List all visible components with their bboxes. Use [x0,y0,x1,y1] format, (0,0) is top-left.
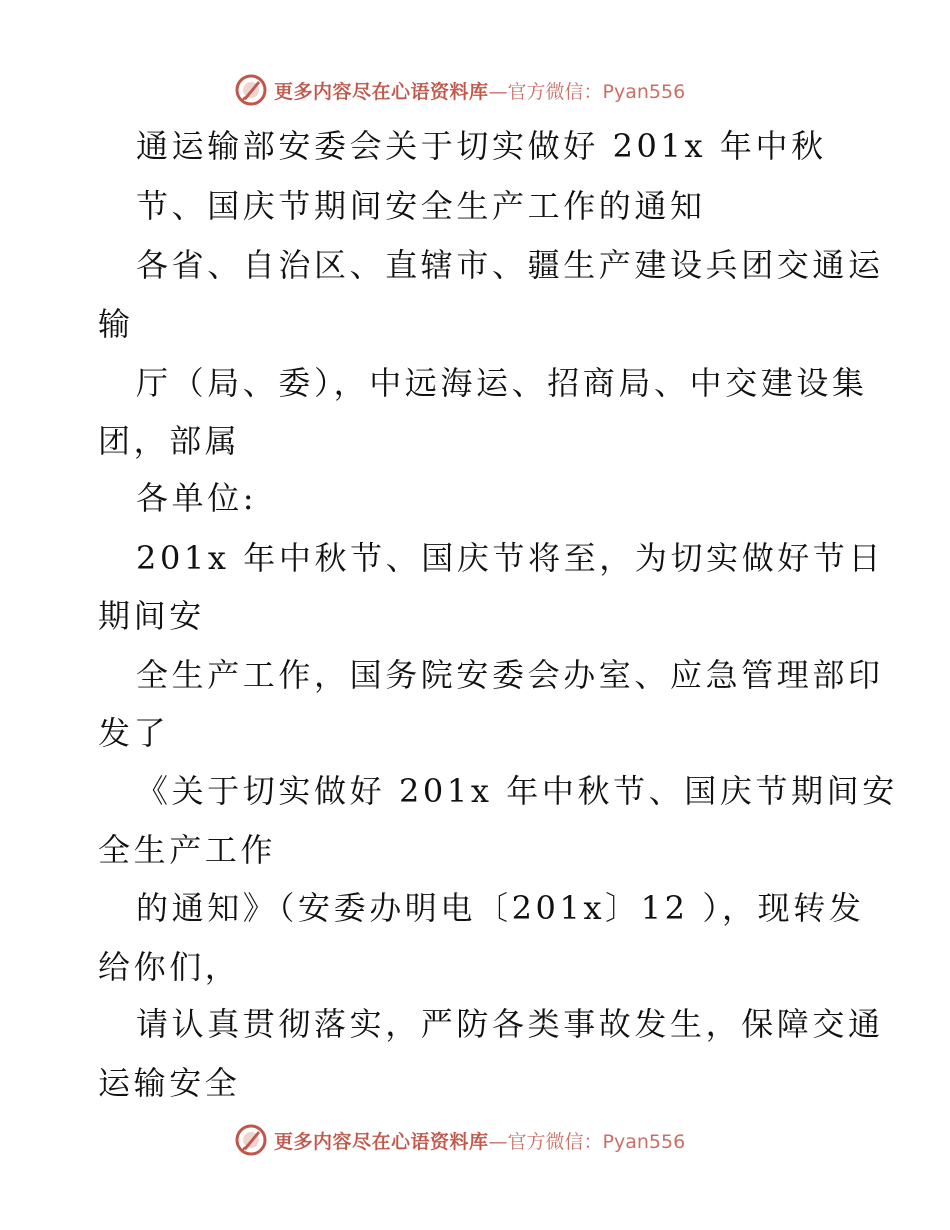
watermark-sub-text: —官方微信：Pyan556 [488,1130,686,1153]
doc-line-6: 团，部属 [98,422,241,460]
doc-line-title-2: 节、国庆节期间安全生产工作的通知 [136,187,706,225]
doc-line-12: 《关于切实做好 201x 年中秋节、国庆节期间安 [136,772,898,810]
doc-line-8: 201x 年中秋节、国庆节将至，为切实做好节日 [136,539,885,577]
doc-line-title-1: 通运输部安委会关于切实做好 201x 年中秋 [136,127,827,165]
doc-line-13: 全生产工作 [98,831,277,869]
quill-logo-icon [234,1123,268,1157]
doc-line-15: 给你们， [98,948,241,986]
header-watermark [234,72,685,108]
footer-watermark [234,1122,685,1158]
doc-line-16: 请认真贯彻落实，严防各类事故发生，保障交通 [136,1005,884,1043]
doc-line-10: 全生产工作，国务院安委会办室、应急管理部印 [136,656,884,694]
doc-line-14: 的通知》（安委办明电〔201x〕12 ），现转发 [136,889,865,927]
doc-line-7: 各单位: [136,479,258,517]
doc-line-11: 发了 [98,714,170,752]
watermark-main-text: 更多内容尽在心语资料库 [274,1130,489,1153]
doc-line-4: 输 [98,305,134,343]
watermark-sub-text: —官方微信：Pyan556 [488,80,686,103]
doc-line-9: 期间安 [98,597,205,635]
doc-line-5: 厅（局、委），中远海运、招商局、中交建设集 [136,364,868,402]
doc-line-17: 运输安全 [98,1064,241,1102]
doc-line-3: 各省、自治区、直辖市、疆生产建设兵团交通运 [136,246,884,284]
watermark-main-text: 更多内容尽在心语资料库 [274,80,489,103]
quill-logo-icon [234,73,268,107]
